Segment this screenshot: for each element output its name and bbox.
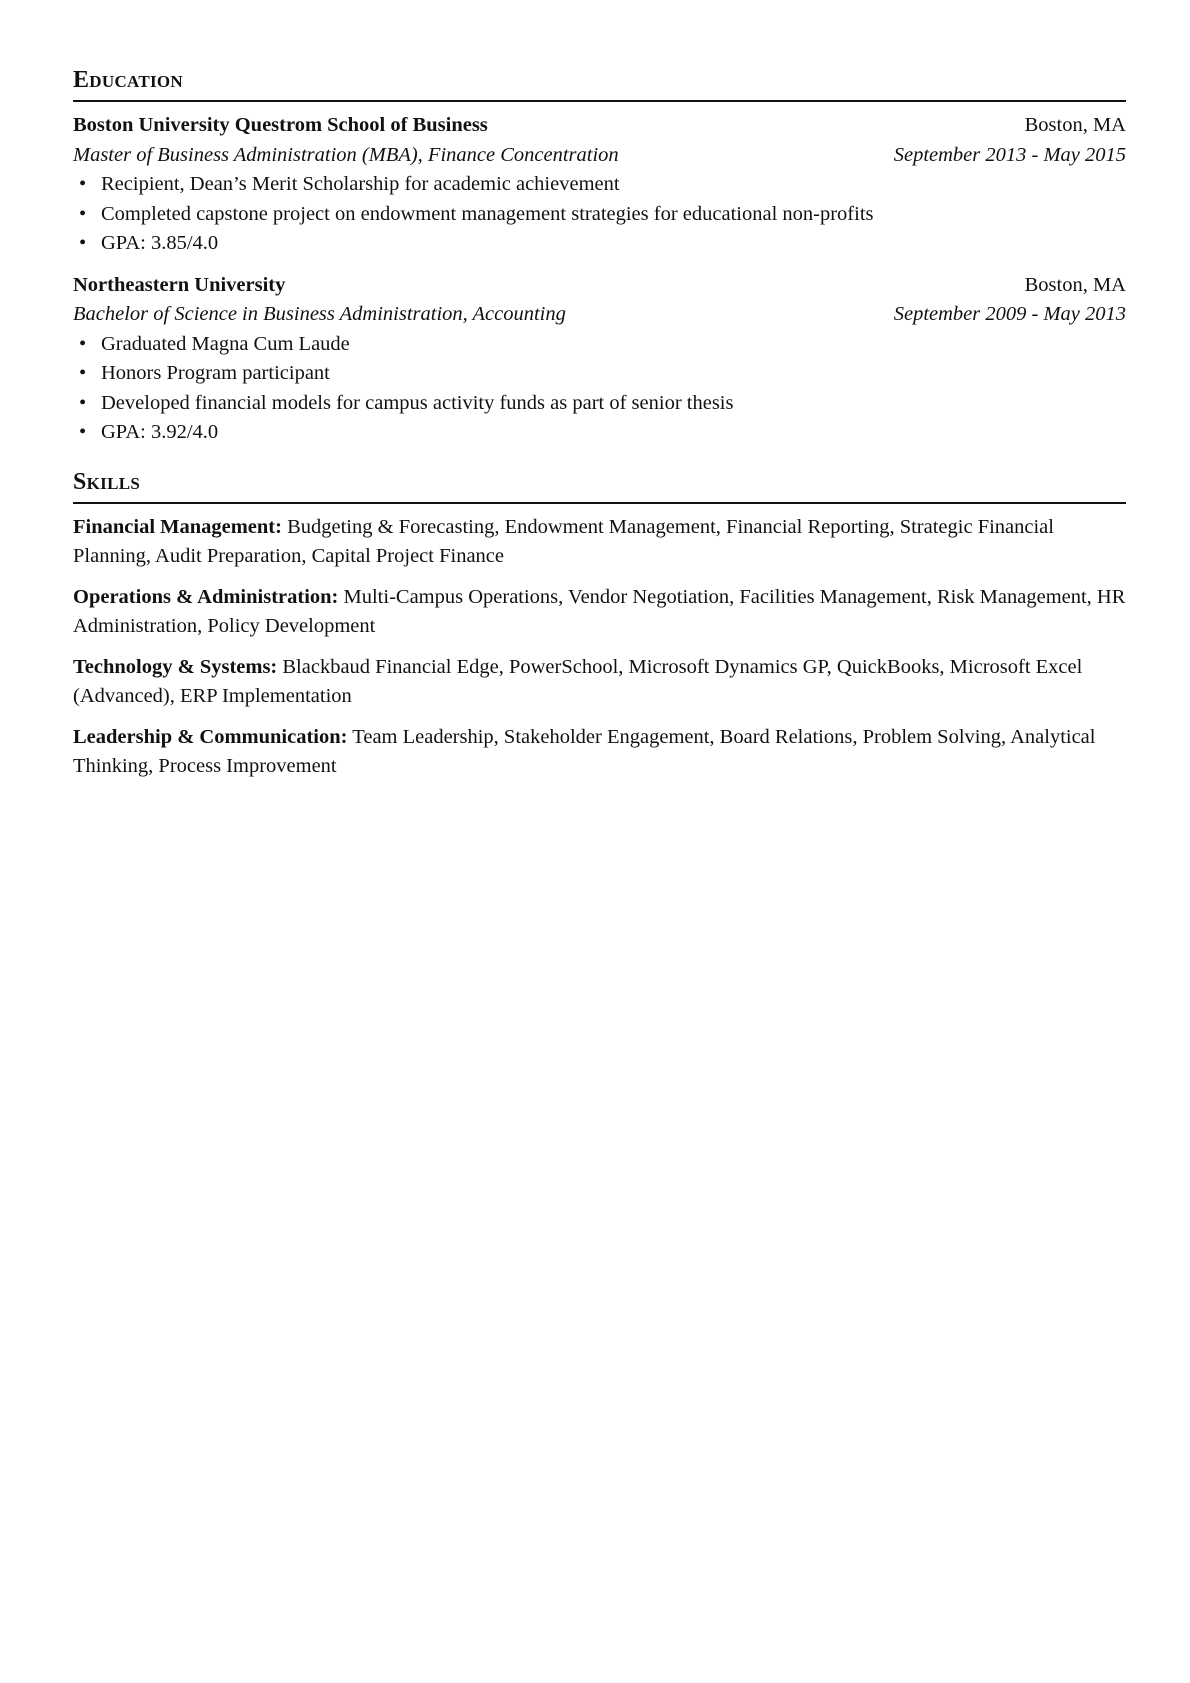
bullet-icon: • [79,202,87,225]
education-section [73,62,1126,448]
degree-title: Bachelor of Science in Business Administration, Accounting [73,303,566,325]
list-item: • Completed capstone project on endowment management strategies for educational non-profits [73,200,1126,230]
skill-group-technology [73,653,1126,712]
skill-group-operations [73,583,1126,642]
skill-group-label: Financial Management: [73,515,282,538]
bullet-icon: • [79,421,87,443]
skill-group-leadership [73,723,1126,782]
list-item: • Graduated Magna Cum Laude [73,330,1126,360]
education-entry-northeastern [73,271,1126,448]
bullet-icon: • [79,232,87,254]
achievement-list [73,330,1126,448]
school-location: Boston, MA [1024,273,1126,296]
bullet-icon: • [79,362,87,384]
school-name: Boston University Questrom School of Business [73,114,488,136]
bullet-icon: • [79,391,87,414]
skill-group-text: Blackbaud Financial Edge, PowerSchool, Microsoft Dynamics GP, QuickBooks, Microsoft Excel (Advanced), ERP Implementation [73,655,1083,707]
skill-group-label: Technology & Systems: [73,655,278,678]
school-name: Northeastern University [73,273,286,296]
resume-page [73,62,1126,782]
skills-section [73,464,1126,782]
skill-group-label: Operations & Administration: [73,585,339,608]
skill-group-financial [73,513,1126,572]
list-item: • GPA: 3.85/4.0 [73,229,1126,259]
list-item: • GPA: 3.92/4.0 [73,418,1126,448]
school-location: Boston, MA [1024,114,1126,136]
skills-heading: Skills [73,464,1126,504]
skill-group-text: Budgeting & Forecasting, Endowment Management, Financial Reporting, Strategic Financial Planning, Audit Preparation, Capital Project Finance [73,515,1054,567]
achievement-list [73,170,1126,259]
education-heading: Education [73,62,1126,102]
degree-dates: September 2009 - May 2013 [893,303,1126,325]
list-item: • Developed financial models for campus activity funds as part of senior thesis [73,389,1126,419]
bullet-icon: • [79,332,87,355]
degree-title: Master of Business Administration (MBA), Finance Concentration [73,143,619,166]
bullet-icon: • [79,173,87,195]
list-item: • Recipient, Dean’s Merit Scholarship for academic achievement [73,170,1126,200]
skill-group-label: Leadership & Communication: [73,725,348,748]
list-item: • Honors Program participant [73,359,1126,389]
degree-dates: September 2013 - May 2015 [893,143,1126,166]
skill-group-text: Multi-Campus Operations, Vendor Negotiation, Facilities Management, Risk Management, HR Administration, Policy Development [73,585,1126,637]
skill-group-text: Team Leadership, Stakeholder Engagement, Board Relations, Problem Solving, Analytical Thinking, Process Improvement [73,725,1096,777]
education-entry-bu [73,111,1126,259]
